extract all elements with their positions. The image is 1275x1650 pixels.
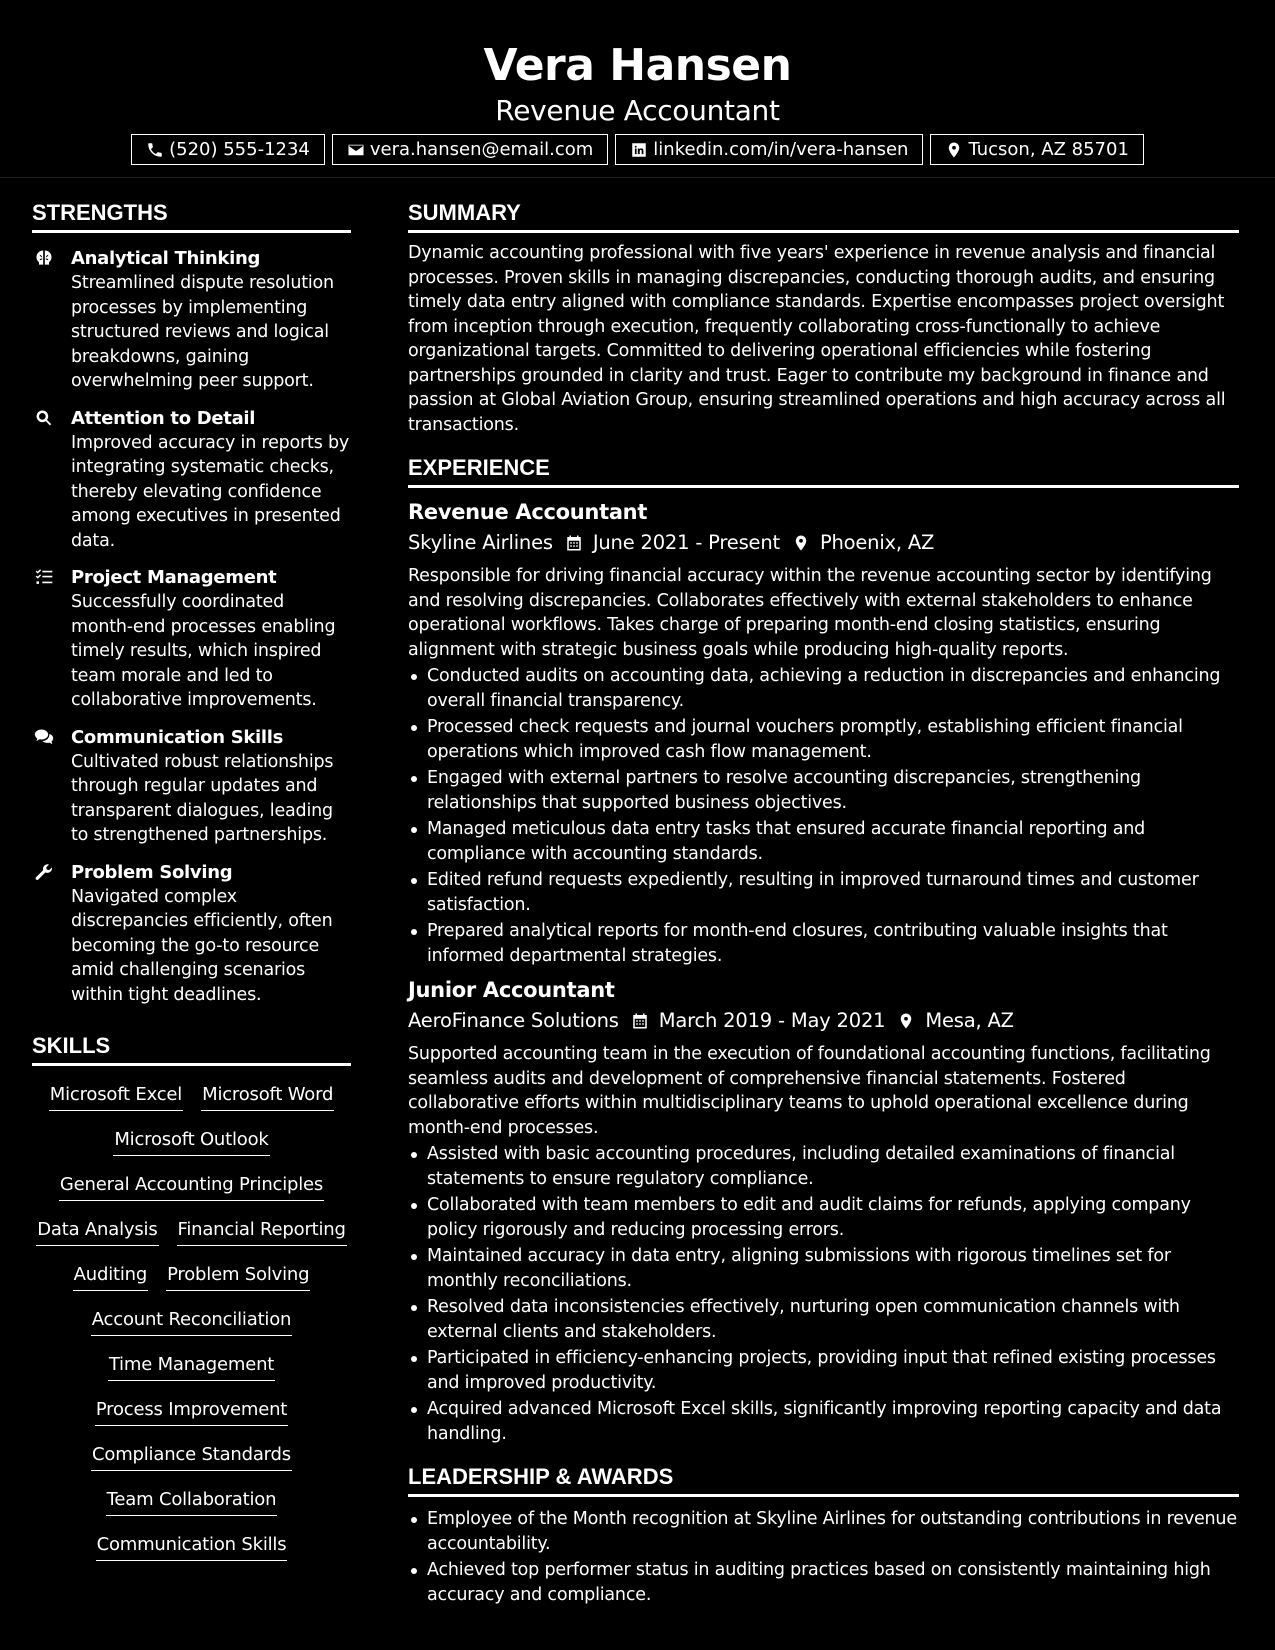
wrench-icon <box>34 862 54 882</box>
envelope-icon <box>347 141 365 159</box>
calendar-icon <box>565 533 583 553</box>
contact-linkedin[interactable] <box>615 134 923 165</box>
skill-tag: Microsoft Word <box>201 1082 334 1111</box>
strength-desc: Streamlined dispute resolution processes by implementing structured reviews and logical breakdowns, gaining overwhelming peer support. <box>71 273 334 391</box>
strength-title: Attention to Detail <box>71 407 256 429</box>
list-item: Collaborated with team members to edit and audit claims for refunds, applying company policy rigorously and reducing processing errors. <box>408 1193 1239 1242</box>
job-bullets <box>408 664 1239 968</box>
map-marker-icon <box>945 141 963 159</box>
left-column <box>32 196 351 1561</box>
skill-tag: Financial Reporting <box>177 1217 347 1246</box>
skill-tag: Communication Skills <box>96 1532 288 1561</box>
list-item: Employee of the Month recognition at Skyline Airlines for outstanding contributions in revenue accountability. <box>408 1507 1239 1556</box>
list-item: Participated in efficiency-enhancing projects, providing input that refined existing processes and improved productivity. <box>408 1346 1239 1395</box>
strength-item <box>32 407 351 554</box>
skill-tag: Account Reconciliation <box>91 1307 293 1336</box>
list-item: Conducted audits on accounting data, achieving a reduction in discrepancies and enhancing overall financial transparency. <box>408 664 1239 713</box>
brain-icon <box>34 248 54 268</box>
resume-header <box>0 0 1275 178</box>
skill-tag: Microsoft Excel <box>49 1082 183 1111</box>
job-role: Junior Accountant <box>408 978 615 1002</box>
job-entry <box>408 976 1239 1446</box>
strength-desc: Successfully coordinated month-end processes enabling timely results, which inspired team morale and led to collaborative improvements. <box>71 592 336 710</box>
skill-tag: Process Improvement <box>95 1397 288 1426</box>
job-location: Mesa, AZ <box>925 1009 1014 1032</box>
right-column <box>408 196 1239 1609</box>
experience-heading: EXPERIENCE <box>408 451 1239 488</box>
list-item: Edited refund requests expediently, resulting in improved turnaround times and customer satisfaction. <box>408 868 1239 917</box>
leadership-bullets <box>408 1507 1239 1607</box>
skill-tag: Data Analysis <box>36 1217 158 1246</box>
strength-item <box>32 861 351 1008</box>
list-item: Engaged with external partners to resolve accounting discrepancies, strengthening relationships that supported business objectives. <box>408 766 1239 815</box>
skill-tag: Microsoft Outlook <box>113 1127 269 1156</box>
strength-title: Project Management <box>71 567 277 588</box>
contact-phone-text: (520) 555-1234 <box>169 139 310 160</box>
summary-heading: SUMMARY <box>408 196 1239 233</box>
strength-item <box>32 566 351 713</box>
skill-tag: Team Collaboration <box>106 1487 278 1516</box>
candidate-name: Vera Hansen <box>483 40 792 91</box>
list-item: Managed meticulous data entry tasks that ensured accurate financial reporting and compliance with accounting standards. <box>408 817 1239 866</box>
list-item: Assisted with basic accounting procedures, including detailed examinations of financial statements to ensure regulatory compliance. <box>408 1142 1239 1191</box>
summary-text: Dynamic accounting professional with five years' experience in revenue analysis and financial processes. Proven skills in managing discrepancies, conducting thorough audits, and ensuring timely data entry aligned with compliance standards. Expertise encompasses project oversight from inception through execution, frequently collaborating cross-functionally to achieve organizational targets. Committed to delivering operational efficiencies while fostering partnerships grounded in clarity and trust. Eager to contribute my background in finance and passion at Global Aviation Group, ensuring streamlined operations and high accuracy across all transactions. <box>408 243 1226 435</box>
strengths-heading: STRENGTHS <box>32 196 351 233</box>
skill-tag: General Accounting Principles <box>59 1172 324 1201</box>
skills-list <box>32 1080 351 1561</box>
strength-item <box>32 726 351 848</box>
job-location: Phoenix, AZ <box>819 531 935 554</box>
contact-phone[interactable] <box>131 134 325 165</box>
contact-location-text: Tucson, AZ 85701 <box>968 139 1129 160</box>
list-item: Acquired advanced Microsoft Excel skills, significantly improving reporting capacity and data handling. <box>408 1397 1239 1446</box>
list-item: Resolved data inconsistencies effectively, nurturing open communication channels with external clients and stakeholders. <box>408 1295 1239 1344</box>
phone-icon <box>146 141 164 159</box>
map-marker-icon <box>792 533 810 553</box>
skill-tag: Problem Solving <box>166 1262 310 1291</box>
linkedin-icon <box>630 141 648 159</box>
skills-heading: SKILLS <box>32 1029 351 1066</box>
job-dates: June 2021 - Present <box>592 531 780 554</box>
task-list-icon <box>34 567 54 587</box>
strength-desc: Improved accuracy in reports by integrating systematic checks, thereby elevating confidence among executives in presented data. <box>71 432 350 551</box>
job-description: Supported accounting team in the execution of foundational accounting functions, facilitating seamless audits and development of comprehensive financial statements. Fostered collaborative efforts within multidisciplinary teams to uphold operational excellence during month-end processes. <box>408 1044 1211 1138</box>
contact-linkedin-text: linkedin.com/in/vera-hansen <box>653 139 909 160</box>
job-company: AeroFinance Solutions <box>408 1009 619 1032</box>
list-item: Processed check requests and journal vouchers promptly, establishing efficient financial operations which improved cash flow management. <box>408 715 1239 764</box>
strength-title: Communication Skills <box>71 726 284 748</box>
job-company: Skyline Airlines <box>408 531 553 554</box>
job-meta <box>408 1006 1239 1036</box>
map-marker-icon <box>897 1011 915 1031</box>
skill-tag: Time Management <box>108 1352 275 1381</box>
skill-tag: Auditing <box>73 1262 148 1291</box>
job-bullets <box>408 1142 1239 1446</box>
strength-title: Problem Solving <box>71 861 233 883</box>
candidate-title: Revenue Accountant <box>495 94 780 127</box>
strength-desc: Cultivated robust relationships through regular updates and transparent dialogues, leading to strengthened partnerships. <box>71 751 334 845</box>
strength-title: Analytical Thinking <box>71 248 261 269</box>
list-item: Maintained accuracy in data entry, aligning submissions with rigorous timelines set for monthly reconciliations. <box>408 1244 1239 1293</box>
search-icon <box>34 408 54 428</box>
contact-bar <box>0 134 1275 165</box>
contact-email[interactable] <box>332 134 608 165</box>
strength-desc: Navigated complex discrepancies efficiently, often becoming the go-to resource amid challenging scenarios within tight deadlines. <box>71 886 333 1005</box>
skill-tag: Compliance Standards <box>91 1442 292 1471</box>
leadership-heading: LEADERSHIP & AWARDS <box>408 1460 1239 1497</box>
job-entry <box>408 498 1239 968</box>
job-description: Responsible for driving financial accuracy within the revenue accounting sector by identifying and resolving discrepancies. Collaborates effectively with external stakeholders to enhance operational workflows. Takes charge of preparing month-end closing statistics, ensuring alignment with strategic business goals while producing high-quality reports. <box>408 566 1212 660</box>
strength-item <box>32 247 351 394</box>
job-role: Revenue Accountant <box>408 500 648 524</box>
calendar-icon <box>631 1011 649 1031</box>
list-item: Prepared analytical reports for month-end closures, contributing valuable insights that informed departmental strategies. <box>408 919 1239 968</box>
job-meta <box>408 528 1239 558</box>
list-item: Achieved top performer status in auditing practices based on consistently maintaining high accuracy and compliance. <box>408 1558 1239 1607</box>
chat-bubbles-icon <box>34 727 54 747</box>
contact-location[interactable] <box>930 134 1143 165</box>
job-dates: March 2019 - May 2021 <box>658 1009 886 1032</box>
contact-email-text: vera.hansen@email.com <box>369 139 594 160</box>
